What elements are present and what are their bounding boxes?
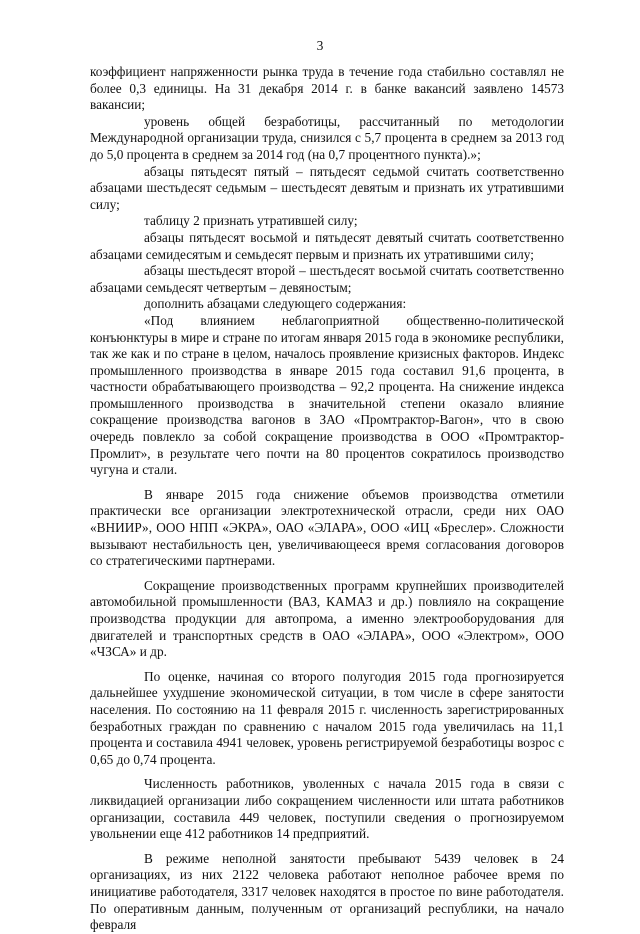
paragraph-2: уровень общей безработицы, рассчитанный по методологии Международной организации труда, снизился с 5,7 процента в среднем за 2013 год до 5,0 процента в среднем за 2014 год (на 0,7 процентного пункта).»; — [90, 113, 564, 162]
document-body — [90, 64, 564, 934]
paragraph-12: Численность работников, уволенных с начала 2015 года в связи с ликвидацией организации либо сокращением численности или штата работников организации, составила 449 человек, поступили сведения о прогнозируемом увольнении еще 412 работников 14 предприятий. — [90, 776, 564, 842]
paragraph-1: коэффициент напряженности рынка труда в течение года стабильно составлял не более 0,3 единицы. На 31 декабря 2014 г. в банке вакансий заявлено 14573 вакансии; — [90, 64, 564, 113]
page-number: 3 — [316, 38, 324, 53]
paragraph-5: абзацы пятьдесят восьмой и пятьдесят девятый считать соответственно абзацами семидесятым и семьдесят первым и признать их утратившими силу; — [90, 229, 564, 262]
paragraph-13: В режиме неполной занятости пребывают 5439 человек в 24 организациях, из них 2122 человека работают неполное рабочее время по инициативе работодателя, 3317 человек находятся в простое по вине работодателя. По оперативным данным, полученным от организаций республики, на начало февраля — [90, 850, 564, 933]
paragraph-6: абзацы шестьдесят второй – шестьдесят восьмой считать соответственно абзацами семьдесят четвертым – девяностым; — [90, 263, 564, 295]
paragraph-10: Сокращение производственных программ крупнейших производителей автомобильной промышленности (ВАЗ, КАМАЗ и др.) повлияло на сокращение производства продукции для автопрома, а именно электрооборудования для двигателей и транспортных средств в ОАО «ЭЛАРА», ООО «Электром», ООО «ЧЗСА» и др. — [90, 577, 564, 660]
paragraph-9: В январе 2015 года снижение объемов производства отметили практически все организации электротехнической отрасли, среди них ОАО «ВНИИР», ООО НПП «ЭКРА», ОАО «ЭЛАРА», ООО «ИЦ «Бреслер». Сложности вызывают нестабильность цен, увеличивающееся время согласования договоров со стратегическими партнерами. — [90, 486, 564, 569]
paragraph-8: «Под влиянием неблагоприятной общественно-политической конъюнктуры в мире и стране по итогам января 2015 года в экономике республики, так же как и по стране в целом, началось проявление кризисных факторов. Индекс промышленного производства в январе 2015 года составил 91,6 процента, в частности обрабатывающего производства – 92,2 процента. На снижение индекса промышленного производства в значительной степени оказало влияние сокращение производства вагонов в ЗАО «Промтрактор-Вагон», что в свою очередь повлекло за собой сокращение производства в ООО «Промтрактор-Промлит», в результате чего почти на 80 процентов сократилось производство чугуна и стали. — [90, 312, 564, 478]
paragraph-3: абзацы пятьдесят пятый – пятьдесят седьмой считать соответственно абзацами шестьдесят седьмым – шестьдесят девятым и признать их утратившими силу; — [90, 163, 564, 212]
paragraph-4: таблицу 2 признать утратившей силу; — [144, 213, 358, 229]
paragraph-7: дополнить абзацами следующего содержания: — [144, 296, 407, 312]
paragraph-11: По оценке, начиная со второго полугодия 2015 года прогнозируется дальнейшее ухудшение экономической ситуации, в том числе в сфере занятости населения. По состоянию на 11 февраля 2015 г. численность зарегистрированных безработных граждан по сравнению с началом 2015 года увеличилась на 11,1 процента и составила 4941 человек, уровень регистрируемой безработицы возрос с 0,65 до 0,74 процента. — [90, 668, 564, 767]
